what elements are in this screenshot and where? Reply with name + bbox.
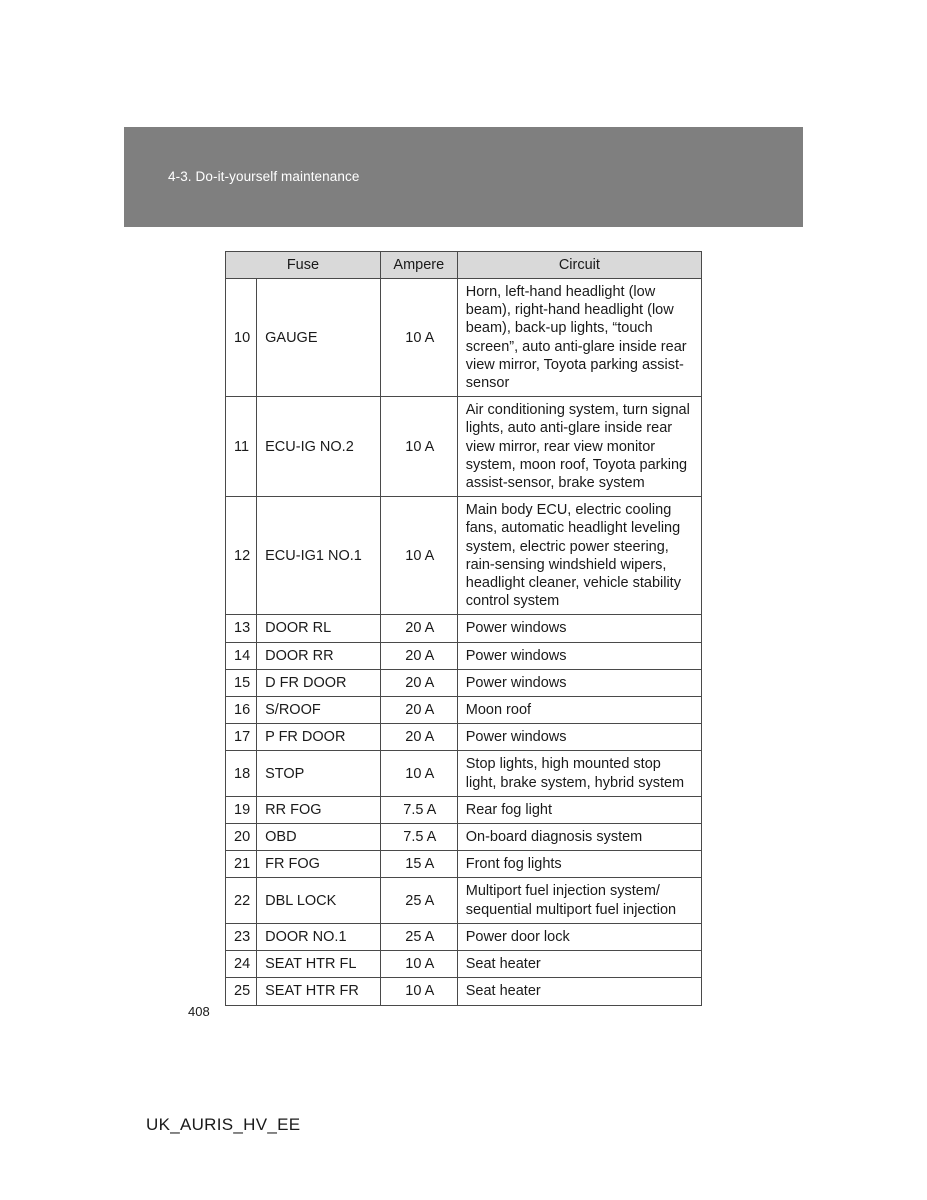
fuse-number: 25: [226, 978, 257, 1005]
table-row: [226, 497, 702, 615]
table-header-row: [226, 252, 702, 279]
fuse-name: OBD: [257, 824, 381, 851]
column-header-ampere: Ampere: [380, 252, 457, 279]
fuse-circuit: Power windows: [457, 615, 701, 642]
fuse-name: FR FOG: [257, 851, 381, 878]
table-row: [226, 669, 702, 696]
fuse-name: STOP: [257, 751, 381, 796]
fuse-number: 12: [226, 497, 257, 615]
fuse-circuit: Moon roof: [457, 697, 701, 724]
fuse-circuit: Power door lock: [457, 923, 701, 950]
fuse-ampere: 10 A: [380, 951, 457, 978]
table-row: [226, 697, 702, 724]
fuse-number: 13: [226, 615, 257, 642]
fuse-name: DBL LOCK: [257, 878, 381, 923]
fuse-circuit: Rear fog light: [457, 796, 701, 823]
fuse-table: [225, 251, 702, 1006]
fuse-circuit: Power windows: [457, 724, 701, 751]
fuse-number: 19: [226, 796, 257, 823]
section-header-band: [124, 127, 803, 227]
fuse-name: DOOR NO.1: [257, 923, 381, 950]
fuse-ampere: 10 A: [380, 751, 457, 796]
fuse-ampere: 25 A: [380, 923, 457, 950]
fuse-circuit: Multiport fuel injection system/ sequential multiport fuel injection: [457, 878, 701, 923]
fuse-ampere: 7.5 A: [380, 824, 457, 851]
fuse-name: SEAT HTR FL: [257, 951, 381, 978]
fuse-number: 14: [226, 642, 257, 669]
table-row: [226, 279, 702, 397]
fuse-number: 16: [226, 697, 257, 724]
fuse-ampere: 25 A: [380, 878, 457, 923]
table-row: [226, 397, 702, 497]
fuse-circuit: Seat heater: [457, 951, 701, 978]
fuse-circuit: Power windows: [457, 669, 701, 696]
fuse-circuit: Power windows: [457, 642, 701, 669]
fuse-ampere: 20 A: [380, 697, 457, 724]
column-header-circuit: Circuit: [457, 252, 701, 279]
fuse-name: SEAT HTR FR: [257, 978, 381, 1005]
fuse-number: 10: [226, 279, 257, 397]
fuse-ampere: 20 A: [380, 642, 457, 669]
table-row: [226, 751, 702, 796]
fuse-circuit: Front fog lights: [457, 851, 701, 878]
fuse-name: ECU-IG1 NO.1: [257, 497, 381, 615]
table-row: [226, 615, 702, 642]
fuse-ampere: 10 A: [380, 978, 457, 1005]
fuse-ampere: 20 A: [380, 615, 457, 642]
table-row: [226, 642, 702, 669]
fuse-ampere: 15 A: [380, 851, 457, 878]
fuse-circuit: Stop lights, high mounted stop light, brake system, hybrid system: [457, 751, 701, 796]
fuse-number: 18: [226, 751, 257, 796]
fuse-number: 24: [226, 951, 257, 978]
section-title: 4-3. Do-it-yourself maintenance: [168, 169, 360, 184]
fuse-name: DOOR RL: [257, 615, 381, 642]
document-code: UK_AURIS_HV_EE: [146, 1115, 301, 1134]
fuse-number: 15: [226, 669, 257, 696]
table-row: [226, 951, 702, 978]
table-row: [226, 824, 702, 851]
page-number: 408: [188, 1004, 210, 1019]
fuse-ampere: 10 A: [380, 497, 457, 615]
fuse-ampere: 10 A: [380, 397, 457, 497]
fuse-number: 11: [226, 397, 257, 497]
fuse-name: DOOR RR: [257, 642, 381, 669]
fuse-number: 20: [226, 824, 257, 851]
fuse-number: 22: [226, 878, 257, 923]
fuse-name: S/ROOF: [257, 697, 381, 724]
fuse-number: 23: [226, 923, 257, 950]
column-header-fuse: Fuse: [226, 252, 381, 279]
fuse-circuit: Air conditioning system, turn signal lights, auto anti-glare inside rear view mirror, rear view monitor system, moon roof, Toyota parking assist-sensor, brake system: [457, 397, 701, 497]
table-row: [226, 923, 702, 950]
fuse-name: RR FOG: [257, 796, 381, 823]
table-row: [226, 878, 702, 923]
fuse-ampere: 20 A: [380, 724, 457, 751]
fuse-name: GAUGE: [257, 279, 381, 397]
table-row: [226, 796, 702, 823]
fuse-number: 17: [226, 724, 257, 751]
fuse-number: 21: [226, 851, 257, 878]
fuse-circuit: Seat heater: [457, 978, 701, 1005]
fuse-ampere: 20 A: [380, 669, 457, 696]
fuse-name: ECU-IG NO.2: [257, 397, 381, 497]
fuse-circuit: On-board diagnosis system: [457, 824, 701, 851]
table-row: [226, 851, 702, 878]
fuse-circuit: Main body ECU, electric cooling fans, automatic headlight leveling system, electric power steering, rain-sensing windshield wipers, headlight cleaner, vehicle stability control system: [457, 497, 701, 615]
fuse-name: P FR DOOR: [257, 724, 381, 751]
fuse-circuit: Horn, left-hand headlight (low beam), right-hand headlight (low beam), back-up lights, “touch screen”, auto anti-glare inside rear view mirror, Toyota parking assist-sensor: [457, 279, 701, 397]
fuse-name: D FR DOOR: [257, 669, 381, 696]
fuse-ampere: 10 A: [380, 279, 457, 397]
table-row: [226, 724, 702, 751]
table-row: [226, 978, 702, 1005]
fuse-ampere: 7.5 A: [380, 796, 457, 823]
